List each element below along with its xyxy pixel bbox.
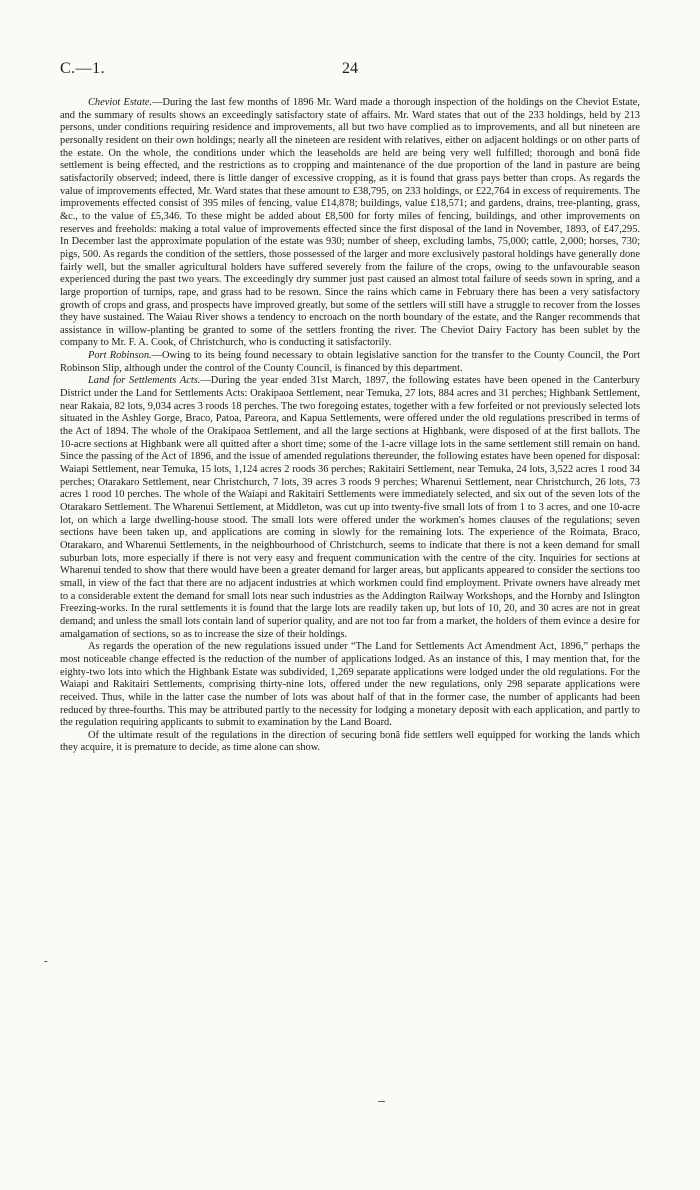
paragraph-text: —During the year ended 31st March, 1897, the following estates have been opened in the Canterbury District under the Land for Settlements Acts: Orakipaoa Settlement, near Temuka, 27 lots, 884 acres and 31 perches; Highbank Settlement, near Rakaia, 82 lots, 9,034 acres 3 roods 18 perches. The two foregoing estates, together with a few forfeited or not previously selected lots situated in the Ashley Gorge, Braco, Patoa, Pareora, and Kapua Settlements, were offered under the old regulations prescribed in terms of the Act of 1894. The whole of the Orakipaoa Settlement, and all the large sections at Highbank, were disposed of at the first ballots. The 10-acre sections at Highbank were all quitted after a short time; some of the 1-acre village lots in the same settlement still remain on hand. Since the passing of the Act of 1896, and the issue of amended regulations thereunder, the following estates have been opened for disposal: Waiapi Settlement, near Temuka, 15 lots, 1,124 acres 2 roods 36 perches; Rakitairi Settlement, near Temuka, 24 lots, 3,522 acres 1 rood 34 perches; Otarakaro Settlement, near Christchurch, 7 lots, 39 acres 3 roods 9 perches; Wharenui Settlement, near Christchurch, 26 lots, 73 acres 1 rood 10 perches. The whole of the Waiapi and Rakitairi Settlements were immediately selected, and six out of the seven lots of the Otarakaro Settlement. The Wharenui Settlement, at Middleton, was cut up into twenty-five small lots of from 1 to 3 acres, and one 10-acre lot, on which a large dwelling-house stood. The small lots were offered under the workmen's homes clauses of the regulations; seven sections have been taken up, and applications are coming in slowly for the remaining lots. The experience of the Roimata, Braco, Otarakaro, and Wharenui Settlements, in the neighbourhood of Christchurch, seems to indicate that there is not a keen demand for small suburban lots, more especially if there is not very easy and frequent communication with the centre of the city. Inquiries for sections at Wharenui tended to show that there would have been a greater demand for larger areas, but applicants appeared to consider the sections too small, in view of the fact that there are no adjacent industries at which workmen could find employment. Private owners have already met to a considerable extent the demand for small lots near such industries as the Addington Railway Workshops, and the Hornby and Islington Freezing-works. In the rural settlements it is found that the large lots are readily taken up, but lots of 10, 20, and 30 acres are not in great demand; and unless the small lots contain land of superior quality, and are not too far from a market, the holders of them evince a desire for amalgamation of sections, so as to increase the size of their holdings.: [60, 375, 641, 640]
document-body: [60, 97, 640, 755]
paragraph-ultimate-result: [60, 730, 640, 755]
paragraph-cheviot-estate: [60, 97, 640, 350]
footer-mark: [378, 1101, 385, 1102]
margin-mark: -: [44, 955, 48, 967]
paragraph-text: —Owing to its being found necessary to obtain legislative sanction for the transfer to the County Council, the Port Robinson Slip, although under the control of the County Council, is financed by this department.: [60, 350, 640, 374]
paragraph-heading: Land for Settlements Acts.: [88, 375, 201, 387]
paragraph-land-for-settlements: [60, 375, 640, 641]
document-reference: C.—1.: [60, 60, 106, 77]
paragraph-heading: Port Robinson.: [88, 350, 152, 362]
paragraph-text: —During the last few months of 1896 Mr. Ward made a thorough inspection of the holdings on the Cheviot Estate, and the summary of results shows an exceedingly satisfactory state of affairs. Mr. Ward states that out of the 233 holdings, held by 213 persons, under conditions requiring residence and improvements, all but two have complied as to improvements, and all but nineteen are personally resident on their own holdings; nearly all the nineteen are resident with relatives, either on adjacent holdings or on other parts of the estate. On the whole, the conditions under which the leaseholds are held are being very well fulfilled; thorough and bonâ fide settlement is being effected, and the restrictions as to cropping and maintenance of the due proportion of the land in pasture are being satisfactorily observed; indeed, there is little danger of excessive cropping, as it is found that grass pays better than crops. As regards the value of improvements effected, Mr. Ward states that these amount to £38,795, on 233 holdings, or £22,764 in excess of requirements. The improvements effected consist of 395 miles of fencing, value £14,878; buildings, value £18,571; and gardens, drains, tree-planting, grass, &c., to the value of £5,346. To these might be added about £8,500 for forty miles of fencing, buildings, and other improvements on reserves and freeholds: making a total value of improvements effected since the first disposal of the land in November, 1893, of £47,295. In December last the approximate population of the estate was 930; number of sheep, excluding lambs, 75,000; cattle, 2,000; horses, 730; pigs, 500. As regards the condition of the settlers, those possessed of the larger and more exclusively pastoral holdings have generally done fairly well, but the smaller agricultural holders have suffered severely from the failure of the crops, owing to the unfavourable season experienced during the past two years. The exceedingly dry summer just past caused an almost total failure of seeds sown in spring, and a large proportion of turnips, rape, and grass had to be resown. Since the rains which came in February there has been a very satisfactory growth of crops and grass, and prospects have improved greatly, but some of the settlers will still have a struggle to recover from the losses they have sustained. The Waiau River shows a tendency to encroach on the north boundary of the estate, and the Ranger recommends that assistance in willow-planting be granted to some of the settlers fronting the river. The Cheviot Dairy Factory has been sublet by the company to Mr. F. A. Cook, of Christchurch, who is conducting it satisfactorily.: [60, 97, 640, 349]
paragraph-port-robinson: [60, 350, 640, 375]
paragraph-new-regulations: [60, 641, 640, 730]
paragraph-heading: Cheviot Estate.: [88, 97, 153, 108]
page-number: 24: [342, 60, 358, 77]
page-header: [60, 60, 640, 80]
paragraph-text: Of the ultimate result of the regulations in the direction of securing bonâ fide settlers well equipped for working the lands which they acquire, it is premature to decide, as time alone can show.: [60, 729, 640, 754]
paragraph-text: As regards the operation of the new regulations issued under “The Land for Settlements Act Amendment Act, 1896,” perhaps the most noticeable change effected is the reduction of the number of applications lodged. As an instance of this, I may mention that, for the eighty-two lots into which the Highbank Estate was subdivided, 1,269 separate applications were lodged under the old regulations. For the Waiapi and Rakitairi Settlements, comprising thirty-nine lots, offered under the new regulations, only 298 separate applications were received. Thus, while in the latter case the number of lots was about half of that in the former case, the number of applicants had been reduced by three-fourths. This may be attributed partly to the necessity for lodging a monetary deposit with each application, and partly to the regulation requiring applicants to submit to examination by the Land Board.: [60, 641, 640, 729]
